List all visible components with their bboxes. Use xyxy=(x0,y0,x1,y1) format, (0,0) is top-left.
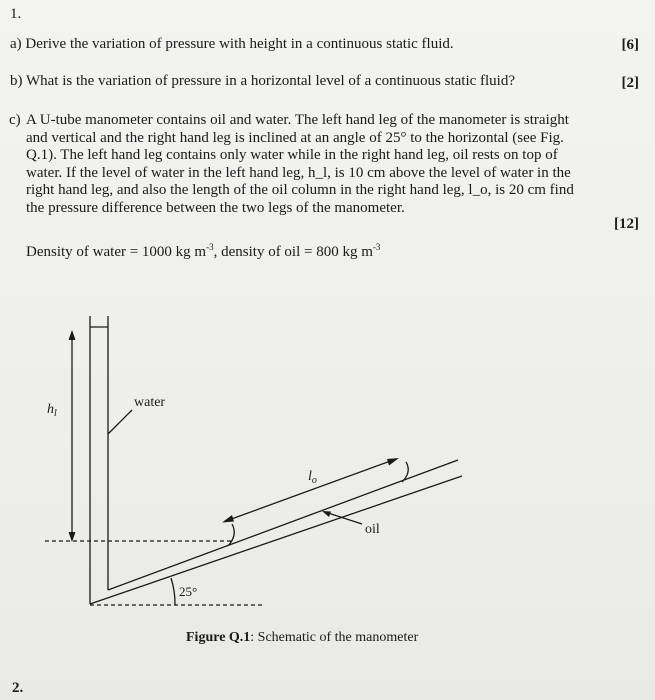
label-water: water xyxy=(134,395,166,410)
interface-meniscus xyxy=(228,524,234,546)
label-lo-main: l xyxy=(308,469,312,484)
density-oil-exp: -3 xyxy=(372,242,381,252)
part-a-text: Derive the variation of pressure with height in a continuous static fluid. xyxy=(25,36,454,52)
part-b-text: What is the variation of pressure in a horizontal level of a continuous static fluid? xyxy=(25,73,516,89)
label-hl-main: h xyxy=(47,402,54,417)
part-a-marks: [6] xyxy=(621,37,639,53)
label-hl xyxy=(47,402,57,419)
part-c-line-6: the pressure difference between the two legs of the manometer. xyxy=(26,199,405,216)
part-c-line-1: A U-tube manometer contains oil and water. The left hand leg of the manometer is straight xyxy=(26,112,569,128)
part-c-line-3: Q.1). The left hand leg contains only water while in the right hand leg, oil rests on top of xyxy=(26,147,558,163)
part-c-label: c) xyxy=(9,112,21,128)
left-meniscus-pointer xyxy=(108,410,132,434)
next-question-number: 2. xyxy=(12,680,24,696)
angle-arc xyxy=(171,578,175,605)
oil-pointer xyxy=(325,512,362,524)
label-angle: 25° xyxy=(179,584,198,599)
part-b-marks: [2] xyxy=(621,75,639,91)
part-b-label: b) xyxy=(10,73,23,89)
part-c-line-2: and vertical and the right hand leg is inclined at an angle of 25° to the horizontal (see Fig. xyxy=(26,129,564,146)
inclined-leg-lower-wall xyxy=(90,476,462,604)
oil-pointer-head xyxy=(322,511,331,517)
part-a-label: a) xyxy=(10,36,22,52)
density-water-exp: -3 xyxy=(206,242,214,252)
question-number: 1. xyxy=(10,6,22,22)
density-oil-text: , density of oil = 800 kg m xyxy=(213,244,373,260)
part-c-line-4: water. If the level of water in the left hand leg, h_l, is 10 cm above the level of water in the xyxy=(26,164,571,181)
label-lo xyxy=(308,469,317,486)
density-water-text: Density of water = 1000 kg m xyxy=(26,244,207,260)
label-oil: oil xyxy=(365,522,380,537)
part-c-line-5: right hand leg, and also the length of the oil column in the right hand leg, l_o, is 20 cm find xyxy=(26,182,574,198)
lo-arrow-start xyxy=(222,515,234,523)
figure-caption xyxy=(186,630,418,646)
hl-arrow-top xyxy=(69,330,76,340)
inclined-leg-upper-wall xyxy=(108,460,458,590)
figure-caption-text: : Schematic of the manometer xyxy=(250,630,419,645)
figure-caption-label: Figure Q.1 xyxy=(186,630,251,645)
part-c-marks: [12] xyxy=(614,216,639,232)
label-lo-sub: o xyxy=(311,475,317,486)
label-hl-sub: l xyxy=(54,408,57,419)
lo-arrow-end xyxy=(387,458,399,466)
